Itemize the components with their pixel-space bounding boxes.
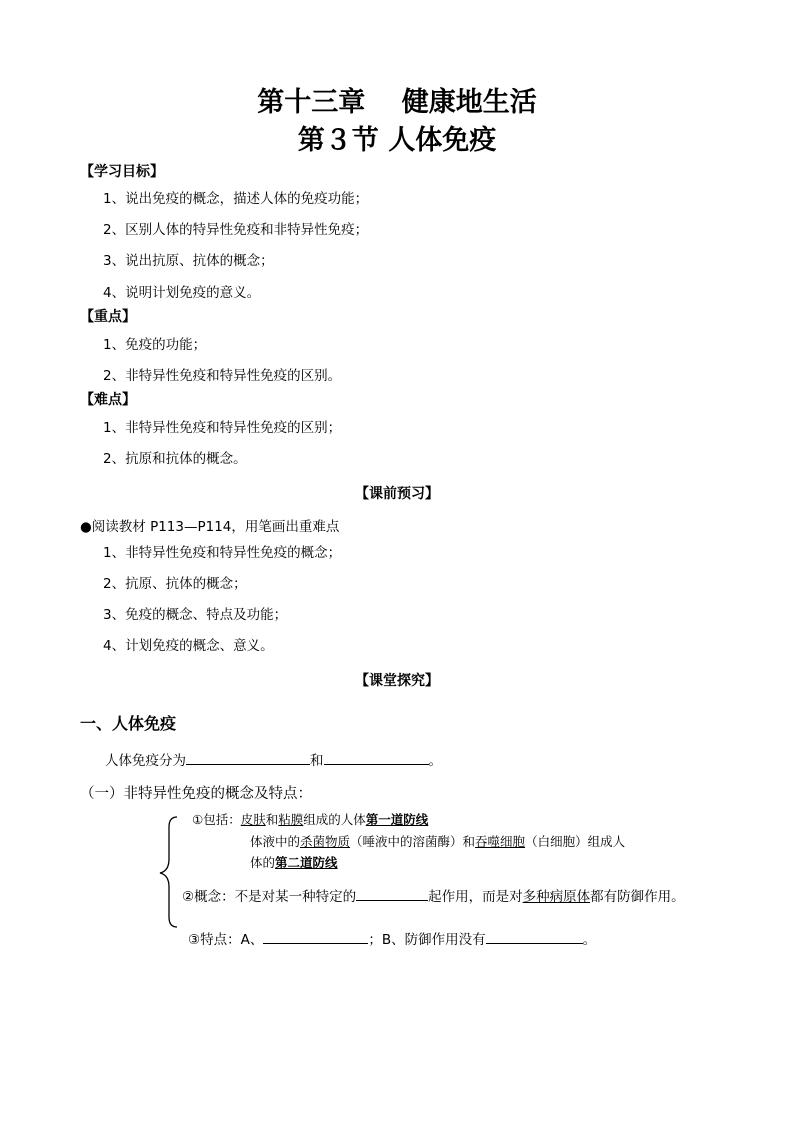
features-line [188,928,596,948]
explore-heading: 【课堂探究】 [355,673,439,689]
preview-intro: ●阅读教材 P113—P114，用笔画出重难点 [80,519,340,535]
term: 杀菌物质 [300,834,351,849]
blank-3[interactable] [356,887,428,901]
text: 都有防御作用。 [590,889,685,905]
text: （白细胞）组成人 [525,834,626,849]
text: 体的 [250,855,276,870]
text: 。 [428,753,442,769]
term: 皮肤 [240,812,266,827]
key-point-item: 1、免疫的功能； [103,337,207,353]
difficulty-item: 1、非特异性免疫和特异性免疫的区别； [103,420,342,436]
objective-item: 4、说明计划免疫的意义。 [103,285,261,301]
objective-item: 3、说出抗原、抗体的概念； [103,253,274,269]
objective-item: 1、说出免疫的概念，描述人体的免疫功能； [103,191,369,207]
objective-item: 2、区别人体的特异性免疫和非特异性免疫； [103,222,369,238]
text: 起作用，而是对 [428,889,523,905]
term: 第一道防线 [365,812,429,827]
key-points-heading: 【重点】 [80,309,136,325]
text: ；B、防御作用没有 [368,932,486,948]
term: 吞噬细胞 [475,834,526,849]
preview-item: 4、计划免疫的概念、意义。 [103,638,274,654]
blank-4[interactable] [263,930,368,944]
preview-item: 2、抗原、抗体的概念； [103,576,247,592]
blank-2[interactable] [324,751,429,765]
nonspecific-subheading: （一）非特异性免疫的概念及特点： [80,786,312,802]
includes-line-3 [250,853,338,871]
text: （唾液中的溶菌酶）和 [350,834,476,849]
term: 粘膜 [278,812,304,827]
term: 第二道防线 [275,855,338,870]
text: 和 [265,812,279,827]
section-title: 第３节 人体免疫 [297,125,497,156]
text: 体液中的 [250,834,301,849]
text: ①包括： [192,812,241,827]
text: 组成的人体 [303,812,366,827]
chapter-title: 第十三章 健康地生活 [257,87,537,118]
text: 人体免疫分为 [105,753,186,769]
text: 。 [582,932,597,948]
blank-5[interactable] [486,930,583,944]
preview-item: 3、免疫的概念、特点及功能； [103,607,288,623]
term: 多种病原体 [522,889,591,905]
section-human-immunity: 一、人体免疫 [80,714,177,733]
includes-line-2 [250,832,625,850]
immunity-types-line [105,749,442,769]
key-point-item: 2、非特异性免疫和特异性免疫的区别。 [103,368,342,384]
preview-item: 1、非特异性免疫和特异性免疫的概念； [103,545,342,561]
objectives-heading: 【学习目标】 [80,164,164,180]
includes-line-1 [192,810,428,828]
difficulties-heading: 【难点】 [80,392,136,408]
text: ②概念：不是对某一种特定的 [182,889,357,905]
brace-icon [155,815,181,930]
preview-heading: 【课前预习】 [355,486,439,502]
difficulty-item: 2、抗原和抗体的概念。 [103,451,247,467]
blank-1[interactable] [186,751,310,765]
text: 和 [310,753,324,769]
concept-line [182,885,685,905]
text: ③特点：A、 [188,932,264,948]
